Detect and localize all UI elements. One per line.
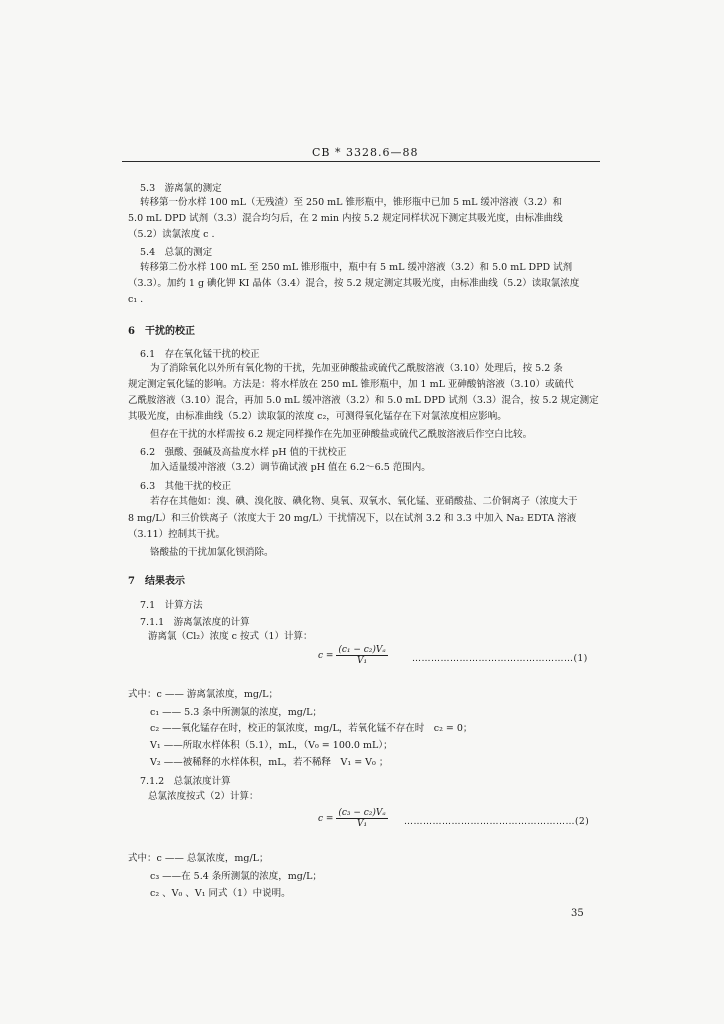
where-item: V₁ ——所取水样体积（5.1），mL，（V₀ = 100.0 mL）； [150,740,393,751]
section-6-3-heading: 6.3 其他干扰的校正 [140,481,232,492]
paragraph-line: 乙酰胺溶液（3.10）混合，再加 5.0 mL 缓冲溶液（3.2）和 5.0 mL DPD 试剂（3.3）混合，按 5.2 规定测定 [128,395,599,406]
paragraph-line: 若存在其他如：溴、碘、溴化胺、碘化物、臭氧、双氧水、氧化锰、亚硝酸盐、二价铜离子（浓度大于 [150,496,578,507]
section-6-1-heading: 6.1 存在氧化锰干扰的校正 [140,349,260,360]
where-item: c₁ —— 5.3 条中所测氯的浓度，mg/L； [150,707,322,718]
page-number: 35 [571,908,584,919]
paragraph-line: 铬酸盐的干扰加氯化钡消除。 [150,547,274,558]
section-7-heading: 7 结果表示 [128,576,185,587]
paragraph-line: 加入适量缓冲溶液（3.2）调节确试液 pH 值在 6.2～6.5 范围内。 [150,462,431,473]
where-item: c₃ ——在 5.4 条所测氯的浓度，mg/L； [150,871,322,882]
where-title: 式中：c —— 游离氯浓度，mg/L； [128,689,278,700]
section-7-1-2-heading: 7.1.2 总氯浓度计算 [140,776,231,787]
paragraph-line: 5.0 mL DPD 试剂（3.3）混合均匀后，在 2 min 内按 5.2 规定同样状况下测定其吸光度，由标准曲线 [128,213,563,224]
formula-2-lhs: c = [318,814,334,824]
paragraph-line: 规定测定氧化锰的影响。方法是：将水样放在 250 mL 锥形瓶中，加 1 mL 亚砷酸钠溶液（3.10）或硫代 [128,379,574,390]
formula-1-fraction [336,645,387,666]
section-5-3-heading: 5.3 游离氯的测定 [140,183,222,194]
paragraph-line: （5.2）读氯浓度 c . [128,229,215,240]
paragraph-line: 8 mg/L）和三价铁离子（浓度大于 20 mg/L）干扰情况下，以在试剂 3.2 和 3.3 中加入 Na₂ EDTA 溶液 [128,513,577,524]
paragraph-line: c₁ . [128,294,144,305]
section-5-4-heading: 5.4 总氯的测定 [140,247,213,258]
formula-1 [318,645,388,666]
standard-code-header: CB * 3328.6—88 [312,146,419,159]
where-title: 式中：c —— 总氯浓度，mg/L； [128,853,269,864]
section-6-heading: 6 干扰的校正 [128,326,195,337]
paragraph-line: 转移第一份水样 100 mL（无残渣）至 250 mL 锥形瓶中，锥形瓶中已加 5 mL 缓冲溶液（3.2）和 [140,197,563,208]
where-item: c₂ ——氧化锰存在时，校正的氯浓度，mg/L，若氧化锰不存在时 c₂ = 0； [150,723,473,734]
where-item: c₂ 、V₀ 、V₁ 同式（1）中说明。 [150,888,291,899]
paragraph-line: 其吸光度，由标准曲线（5.2）读取氯的浓度 c₂，可测得氧化锰存在下对氯浓度相应影响。 [128,411,507,422]
formula-1-lhs: c = [318,651,334,661]
formula-2-fraction [336,808,387,829]
formula-1-denominator: V₁ [357,656,368,666]
formula-1-number: ……………………………………………(1) [412,654,588,664]
paragraph-line: 转移第二份水样 100 mL 至 250 mL 锥形瓶中，瓶中有 5 mL 缓冲溶液（3.2）和 5.0 mL DPD 试剂 [140,262,573,273]
where-item: V₂ ——被稀释的水样体积，mL，若不稀释 V₁ = V₀ ； [150,757,389,768]
paragraph-line: 为了消除氧化以外所有氧化物的干扰，先加亚砷酸盐或硫代乙酰胺溶液（3.10）处理后，按 5.2 条 [150,363,563,374]
formula-2-denominator: V₁ [357,819,368,829]
section-7-1-1-heading: 7.1.1 游离氯浓度的计算 [140,617,250,628]
section-6-2-heading: 6.2 强酸、强碱及高盐度水样 pH 值的干扰校正 [140,447,347,458]
header-rule [122,161,600,162]
section-7-1-heading: 7.1 计算方法 [140,600,203,611]
formula-2-numerator: (c₃ − c₂)Vₐ [338,808,386,818]
paragraph-line: 但存在干扰的水样需按 6.2 规定同样操作在先加亚砷酸盐或硫代乙酰胺溶液后作空白比较。 [150,429,533,440]
formula-1-numerator: (c₁ − c₂)Vₐ [338,645,386,655]
formula-intro: 游离氯（Cl₂）浓度 c 按式（1）计算： [148,631,313,642]
formula-2-number: ………………………………………………(2) [404,817,590,827]
paragraph-line: （3.11）控制其干扰。 [128,529,226,540]
formula-2 [318,808,388,829]
paragraph-line: （3.3）。加约 1 g 碘化钾 KI 晶体（3.4）混合，按 5.2 规定测定其吸光度，由标准曲线（5.2）读取氯浓度 [128,278,580,289]
formula-intro: 总氯浓度按式（2）计算： [148,791,259,802]
